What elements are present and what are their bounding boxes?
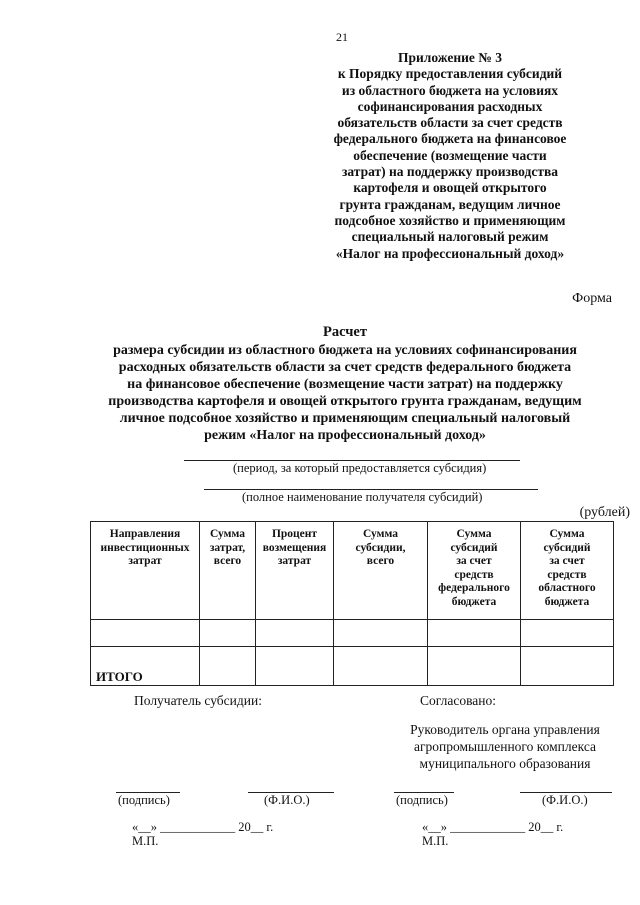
agency-head-line: муниципального образования xyxy=(419,756,591,771)
agency-head-line: агропромышленного комплекса xyxy=(414,739,596,754)
table-cell[interactable] xyxy=(521,647,614,686)
total-label: ИТОГО xyxy=(91,647,200,686)
unit-label: (рублей) xyxy=(579,505,630,520)
recipient-signature-caption: (подпись) xyxy=(118,793,170,807)
agreed-label: Согласовано: xyxy=(420,693,496,708)
table-header-row xyxy=(91,522,614,620)
appendix-line: «Налог на профессиональный доход» xyxy=(335,245,565,261)
period-caption: (период, за который предоставляется субсидия) xyxy=(233,461,487,475)
table-total-row xyxy=(91,647,614,686)
table-cell[interactable] xyxy=(91,620,200,647)
document-title: Расчет xyxy=(323,324,367,340)
subtitle-line: личное подсобное хозяйство и применяющим специальный налоговый xyxy=(119,411,571,426)
head-name-caption: (Ф.И.О.) xyxy=(542,793,588,807)
page-number: 21 xyxy=(336,30,348,44)
document-title-block xyxy=(70,324,620,444)
subtitle-line: размера субсидии из областного бюджета на условиях софинансирования xyxy=(113,343,577,358)
calculation-table xyxy=(90,521,614,686)
header-federal-subsidy: Сумма субсидий за счет средств федерального бюджета xyxy=(428,522,521,620)
appendix-line: Приложение № 3 xyxy=(398,50,502,65)
table-cell[interactable] xyxy=(428,620,521,647)
agency-head-line: Руководитель органа управления xyxy=(410,722,600,737)
appendix-line: грунта гражданам, ведущим личное xyxy=(339,196,561,212)
table-cell[interactable] xyxy=(200,647,256,686)
table-cell[interactable] xyxy=(334,620,428,647)
appendix-line: софинансирования расходных xyxy=(357,98,543,114)
appendix-line: подсобное хозяйство и применяющим xyxy=(334,212,566,228)
subtitle-line: расходных обязательств области за счет средств федерального бюджета xyxy=(118,360,572,375)
recipient-date-line[interactable]: «__» ____________ 20__ г. xyxy=(132,820,274,834)
header-total-subsidy: Сумма субсидии, всего xyxy=(334,522,428,620)
table-cell[interactable] xyxy=(334,647,428,686)
appendix-line: затрат) на поддержку производства xyxy=(341,164,559,180)
table-cell[interactable] xyxy=(521,620,614,647)
agency-head-block xyxy=(400,721,610,772)
appendix-line: федерального бюджета на финансовое xyxy=(333,131,567,147)
appendix-line: к Порядку предоставления субсидий xyxy=(337,66,563,82)
table-row xyxy=(91,620,614,647)
head-seal: М.П. xyxy=(422,834,449,848)
header-regional-subsidy: Сумма субсидий за счет средств областного бюджета xyxy=(521,522,614,620)
recipient-name-caption: (Ф.И.О.) xyxy=(264,793,310,807)
header-total-costs: Сумма затрат, всего xyxy=(200,522,256,620)
appendix-header xyxy=(300,50,600,262)
appendix-line: из областного бюджета на условиях xyxy=(341,82,559,98)
appendix-line: обеспечение (возмещение части xyxy=(353,147,547,163)
subtitle-line: на финансовое обеспечение (возмещение части затрат) на поддержку xyxy=(127,377,563,392)
table-cell[interactable] xyxy=(200,620,256,647)
table-cell[interactable] xyxy=(428,647,521,686)
subtitle-line: режим «Налог на профессиональный доход» xyxy=(204,428,486,443)
table-cell[interactable] xyxy=(256,620,334,647)
header-investment-directions: Направления инвестиционных затрат xyxy=(91,522,200,620)
recipient-seal: М.П. xyxy=(132,834,159,848)
head-signature-caption: (подпись) xyxy=(396,793,448,807)
appendix-line: обязательств области за счет средств xyxy=(337,115,563,131)
recipient-label: Получатель субсидии: xyxy=(134,693,262,708)
table-cell[interactable] xyxy=(256,647,334,686)
appendix-line: картофеля и овощей открытого xyxy=(353,180,547,196)
header-reimbursement-percent: Процент возмещения затрат xyxy=(256,522,334,620)
appendix-line: специальный налоговый режим xyxy=(351,229,549,245)
recipient-caption: (полное наименование получателя субсидий) xyxy=(242,490,483,504)
head-date-line[interactable]: «__» ____________ 20__ г. xyxy=(422,820,564,834)
subtitle-line: производства картофеля и овощей открытого грунта гражданам, ведущим xyxy=(108,394,582,409)
form-label: Форма xyxy=(572,291,612,306)
